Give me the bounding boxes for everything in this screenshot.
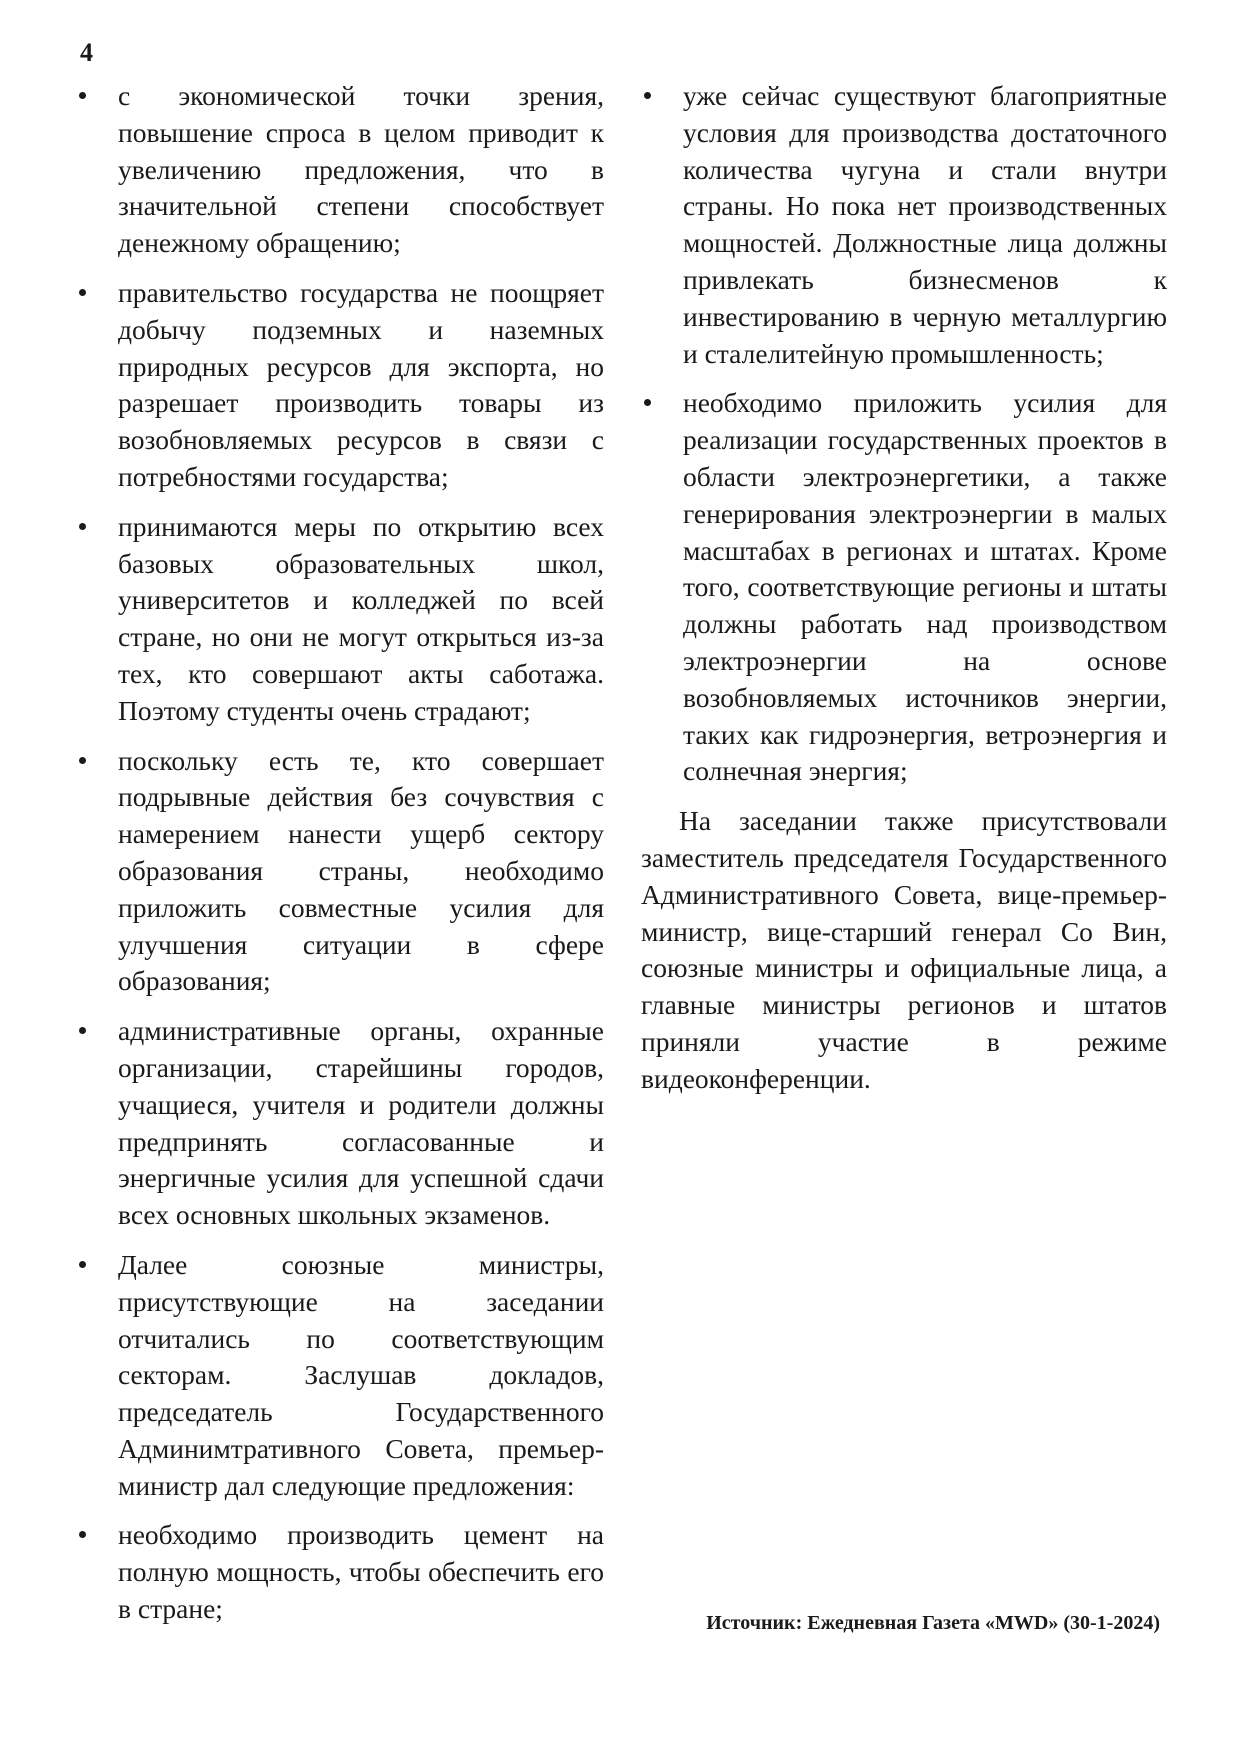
list-item <box>76 1013 604 1234</box>
bullet-icon <box>79 1531 86 1538</box>
bullet-icon <box>79 92 86 99</box>
list-item-text: правительство государства не поощряет добычу подземных и наземных природных ресурсов для экспорта, но разрешает производить товары из возобновляемых ресурсов в связи с потребностями государства; <box>118 276 604 492</box>
list-item-text: с экономической точки зрения, повышение спроса в целом приводит к увеличению предложения, что в значительной степени способствует денежному обращению; <box>118 80 604 259</box>
list-item <box>76 78 604 262</box>
list-item-text: уже сейчас существуют благоприятные условия для производства достаточного количества чугуна и стали внутри страны. Но пока нет производственных мощностей. Должностные лица должны привлекать бизнесменов к инвестированию в черную металлургию и сталелитейную промышленность; <box>683 80 1167 369</box>
list-item <box>641 78 1167 372</box>
list-item-text: Далее союзные министры, присутствующие на заседании отчитались по соответствующим секторам. Заслушав докладов, председатель Государственного Админимтративного Совета, премьер-министр дал следующие предложения: <box>118 1248 604 1501</box>
left-bullet-list <box>76 78 604 1628</box>
bullet-icon <box>79 757 86 764</box>
left-column <box>76 78 604 1641</box>
list-item <box>641 385 1167 790</box>
list-item <box>76 1517 604 1627</box>
list-item-text: необходимо приложить усилия для реализации государственных проектов в области электроэнергетики, а также генерирования электроэнергии в малых масштабах в регионах и штатах. Кроме того, соответствующие регионы и штаты должны работать над производством электроэнергии на основе возобновляемых источников энергии, таких как гидроэнергия, ветроэнергия и солнечная энергия; <box>683 387 1167 787</box>
list-item-text: административные органы, охранные организации, старейшины городов, учащиеся, учителя и родители должны предпринять согласованные и энергичные усилия для успешной сдачи всех основных школьных экзаменов. <box>118 1015 604 1231</box>
bullet-icon <box>79 1261 86 1268</box>
list-item <box>76 275 604 496</box>
bullet-icon <box>79 289 86 296</box>
bullet-icon <box>79 523 86 530</box>
bullet-icon <box>644 399 651 406</box>
right-column <box>641 78 1167 1098</box>
source-citation: Источник: Ежедневная Газета «MWD» (30-1-2024) <box>706 1612 1160 1634</box>
closing-paragraph: На заседании также присутствовали заместитель председателя Государственного Административного Совета, вице-премьер-министр, вице-старший генерал Со Вин, союзные министры и официальные лица, а главные министры регионов и штатов приняли участие в режиме видеоконференции. <box>641 805 1167 1094</box>
bullet-icon <box>644 92 651 99</box>
list-item-text: необходимо производить цемент на полную мощность, чтобы обеспечить его в стране; <box>118 1519 604 1625</box>
bullet-icon <box>79 1027 86 1034</box>
list-item <box>76 509 604 730</box>
list-item <box>76 1247 604 1505</box>
page-number: 4 <box>80 38 93 67</box>
list-item-text: поскольку есть те, кто совершает подрывные действия без сочувствия с намерением нанести ущерб сектору образования страны, необходимо приложить совместные усилия для улучшения ситуации в сфере образования; <box>118 744 604 997</box>
right-bullet-list <box>641 78 1167 790</box>
list-item <box>76 743 604 1001</box>
list-item-text: принимаются меры по открытию всех базовых образовательных школ, университетов и колледжей по всей стране, но они не могут открыться из-за тех, кто совершают акты саботажа. Поэтому студенты очень страдают; <box>118 510 604 726</box>
